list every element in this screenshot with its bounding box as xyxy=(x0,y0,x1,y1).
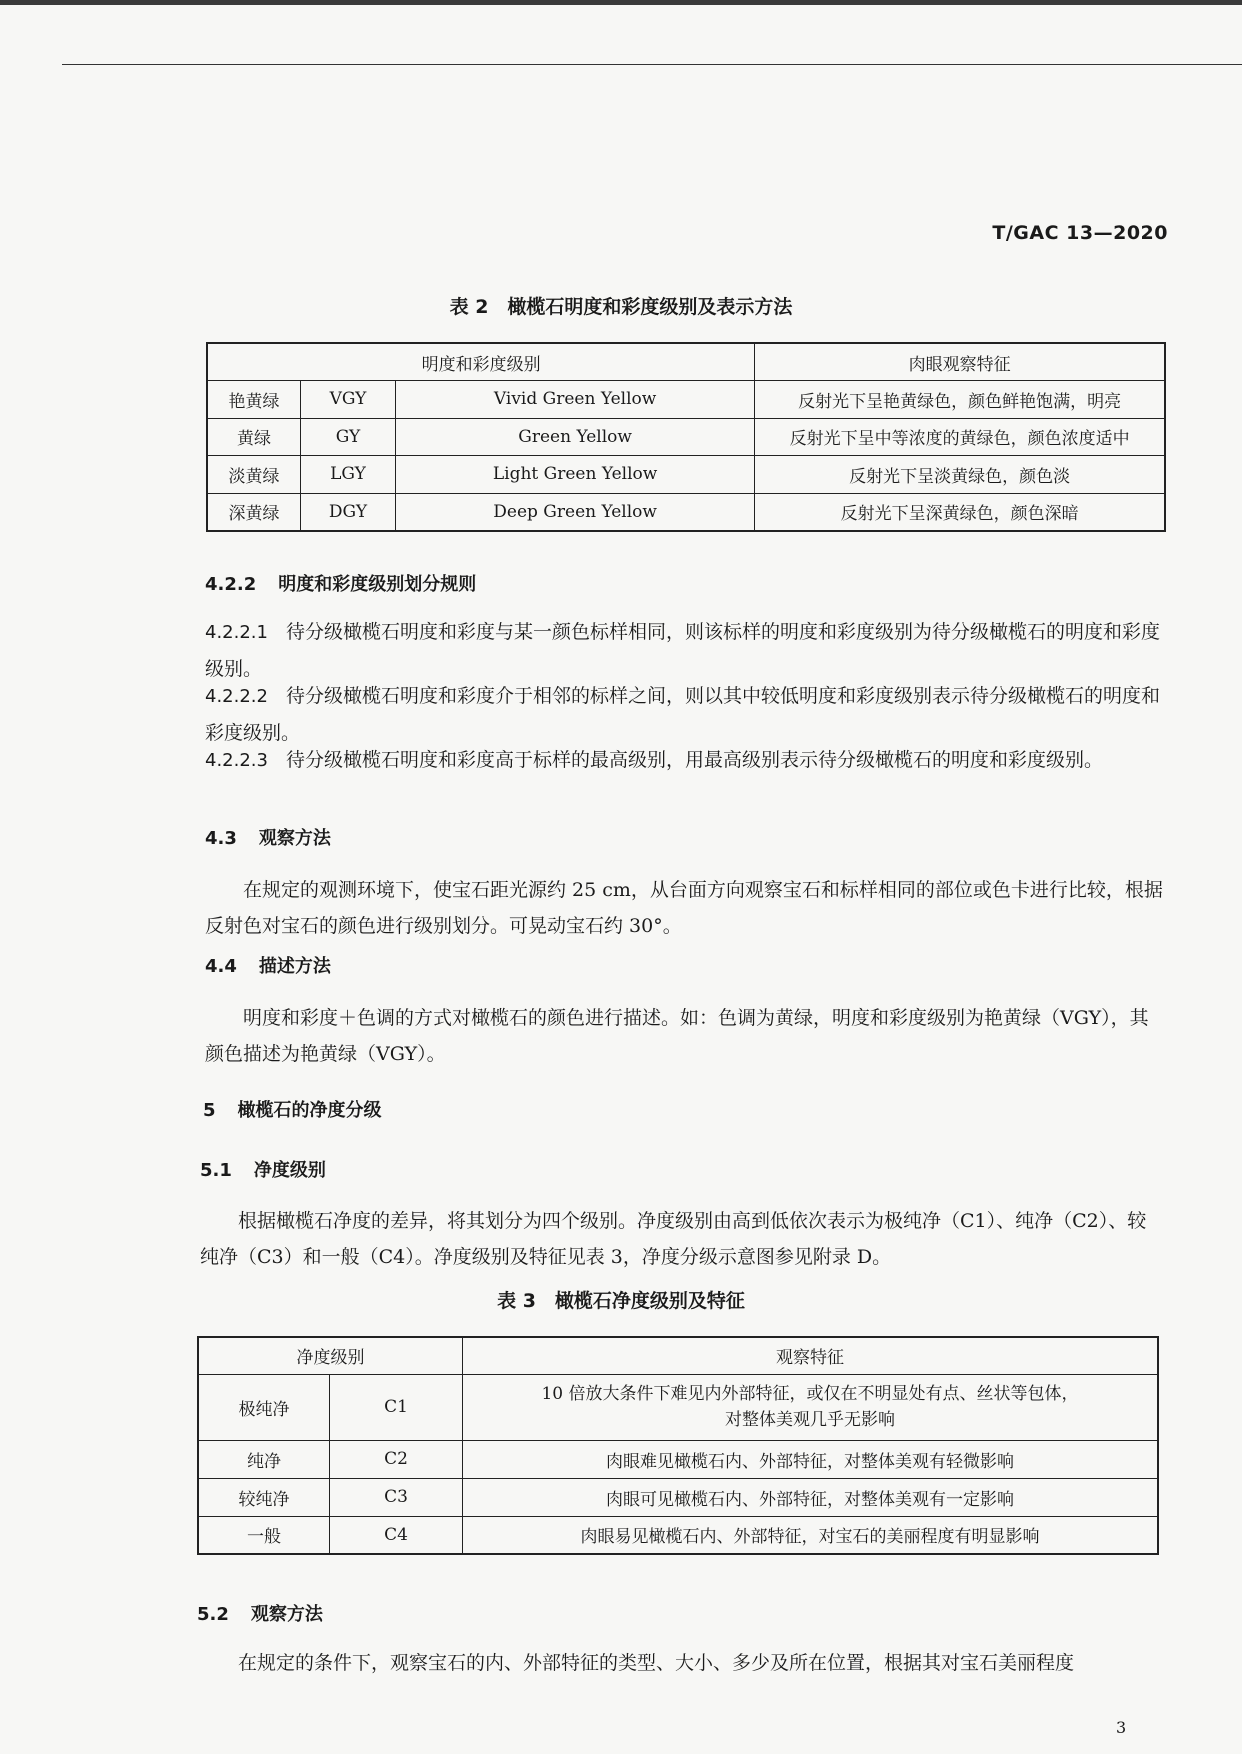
chapter-5-heading xyxy=(203,1096,382,1122)
section-5-2-heading xyxy=(197,1600,323,1626)
table-cell: 极纯净 xyxy=(198,1374,330,1440)
table3-caption: 表 3 橄榄石净度级别及特征 xyxy=(497,1290,745,1312)
table-cell: 肉眼易见橄榄石内、外部特征，对宝石的美丽程度有明显影响 xyxy=(463,1516,1159,1554)
section-number: 4.4 xyxy=(205,956,237,977)
table-row xyxy=(198,1516,1158,1554)
section-title: 净度级别 xyxy=(253,1160,326,1181)
table-cell: Light Green Yellow xyxy=(396,456,755,494)
table2 xyxy=(206,342,1166,532)
table-header: 净度级别 xyxy=(198,1337,463,1374)
table-header-row xyxy=(198,1337,1158,1374)
header-rule xyxy=(62,64,1242,65)
table-header: 肉眼观察特征 xyxy=(755,343,1165,381)
table-cell: 黄绿 xyxy=(207,418,301,456)
scan-top-edge xyxy=(0,0,1242,5)
clause-4-2-2-1 xyxy=(205,614,1165,687)
table-cell: LGY xyxy=(301,456,396,494)
table-header: 明度和彩度级别 xyxy=(207,343,755,381)
table-row xyxy=(207,381,1165,419)
standard-code: T/GAC 13—2020 xyxy=(992,222,1168,244)
table-cell: 反射光下呈淡黄绿色，颜色淡 xyxy=(755,456,1165,494)
table-cell: 一般 xyxy=(198,1516,330,1554)
paragraph-5-2: 在规定的条件下，观察宝石的内、外部特征的类型、大小、多少及所在位置，根据其对宝石美丽程度 xyxy=(238,1652,1075,1674)
section-title: 描述方法 xyxy=(258,956,331,977)
table-cell: VGY xyxy=(301,381,396,419)
table-row xyxy=(198,1478,1158,1516)
clause-text: 待分级橄榄石明度和彩度介于相邻的标样之间，则以其中较低明度和彩度级别表示待分级橄榄石的明度和彩度级别。 xyxy=(205,685,1160,744)
clause-number: 4.2.2.2 xyxy=(205,686,268,707)
section-number: 5.1 xyxy=(200,1160,232,1181)
section-number: 4.3 xyxy=(205,828,237,849)
table-cell: 反射光下呈艳黄绿色，颜色鲜艳饱满，明亮 xyxy=(755,381,1165,419)
table-cell: DGY xyxy=(301,493,396,531)
section-title: 橄榄石的净度分级 xyxy=(237,1100,382,1121)
cell-line: 对整体美观几乎无影响 xyxy=(725,1410,895,1430)
section-number: 5 xyxy=(203,1100,216,1121)
table-cell: 较纯净 xyxy=(198,1478,330,1516)
table-cell: 深黄绿 xyxy=(207,493,301,531)
clause-text: 待分级橄榄石明度和彩度与某一颜色标样相同，则该标样的明度和彩度级别为待分级橄榄石的明度和彩度级别。 xyxy=(205,621,1160,680)
cell-line: 10 倍放大条件下难见内外部特征，或仅在不明显处有点、丝状等包体， xyxy=(541,1384,1079,1404)
table-cell: 反射光下呈深黄绿色，颜色深暗 xyxy=(755,493,1165,531)
section-title: 明度和彩度级别划分规则 xyxy=(278,574,477,595)
table-cell: 纯净 xyxy=(198,1440,330,1478)
table2-caption: 表 2 橄榄石明度和彩度级别及表示方法 xyxy=(449,296,793,318)
clause-4-2-2-2 xyxy=(205,678,1165,751)
table-cell: GY xyxy=(301,418,396,456)
section-number: 5.2 xyxy=(197,1604,229,1625)
table-cell xyxy=(463,1374,1159,1440)
table-cell: 淡黄绿 xyxy=(207,456,301,494)
section-title: 观察方法 xyxy=(250,1604,323,1625)
table-cell: 艳黄绿 xyxy=(207,381,301,419)
table3 xyxy=(197,1336,1159,1555)
section-4-3-heading xyxy=(205,824,331,850)
table-row xyxy=(207,418,1165,456)
table-header-row xyxy=(207,343,1165,381)
table-row xyxy=(207,456,1165,494)
clause-text: 待分级橄榄石明度和彩度高于标样的最高级别，用最高级别表示待分级橄榄石的明度和彩度级别。 xyxy=(285,749,1103,771)
table-cell: C1 xyxy=(330,1374,463,1440)
table-cell: Green Yellow xyxy=(396,418,755,456)
table-cell: Vivid Green Yellow xyxy=(396,381,755,419)
section-4-2-2-heading xyxy=(205,570,476,596)
paragraph-4-4: 明度和彩度＋色调的方式对橄榄石的颜色进行描述。如：色调为黄绿，明度和彩度级别为艳黄绿（VGY），其颜色描述为艳黄绿（VGY）。 xyxy=(205,1007,1149,1065)
section-title: 观察方法 xyxy=(258,828,331,849)
paragraph-4-3: 在规定的观测环境下，使宝石距光源约 25 cm，从台面方向观察宝石和标样相同的部位或色卡进行比较，根据反射色对宝石的颜色进行级别划分。可晃动宝石约 30°。 xyxy=(205,879,1163,937)
table-cell: C4 xyxy=(330,1516,463,1554)
table-cell: Deep Green Yellow xyxy=(396,493,755,531)
clause-number: 4.2.2.1 xyxy=(205,622,268,643)
table-header: 观察特征 xyxy=(463,1337,1159,1374)
table-row xyxy=(198,1374,1158,1440)
section-5-1-heading xyxy=(200,1156,326,1182)
section-4-4-heading xyxy=(205,952,331,978)
table-cell: 肉眼难见橄榄石内、外部特征，对整体美观有轻微影响 xyxy=(463,1440,1159,1478)
table-cell: 反射光下呈中等浓度的黄绿色，颜色浓度适中 xyxy=(755,418,1165,456)
clause-4-2-2-3 xyxy=(205,742,1165,779)
table-row xyxy=(198,1440,1158,1478)
table-cell: C3 xyxy=(330,1478,463,1516)
table-cell: 肉眼可见橄榄石内、外部特征，对整体美观有一定影响 xyxy=(463,1478,1159,1516)
page-number: 3 xyxy=(1116,1718,1127,1737)
table-row xyxy=(207,493,1165,531)
section-number: 4.2.2 xyxy=(205,574,257,595)
paragraph-5-1: 根据橄榄石净度的差异，将其划分为四个级别。净度级别由高到低依次表示为极纯净（C1）、纯净（C2）、较纯净（C3）和一般（C4）。净度级别及特征见表 3，净度分级示意图参见附录 D。 xyxy=(200,1210,1147,1268)
table-cell: C2 xyxy=(330,1440,463,1478)
clause-number: 4.2.2.3 xyxy=(205,750,268,771)
